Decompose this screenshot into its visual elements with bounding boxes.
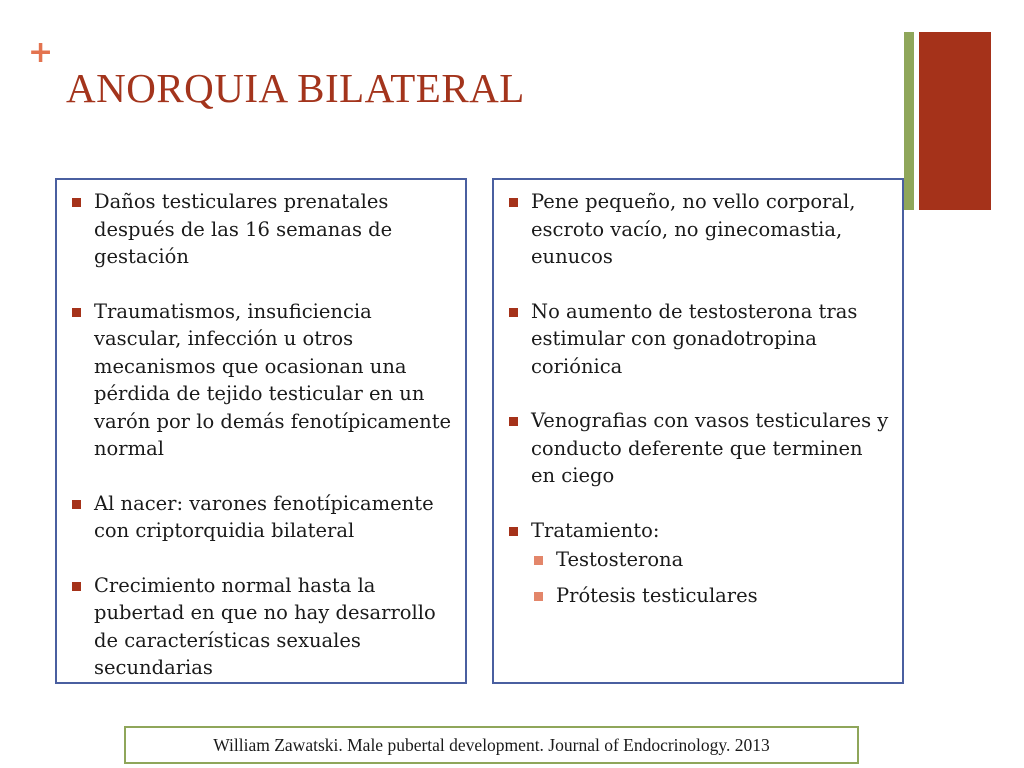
list-item-text: Venografias con vasos testiculares y conducto deferente que terminen en ciego [531,409,889,487]
list-item [69,490,455,545]
decorative-green-bar [904,32,914,210]
square-bullet-icon [72,582,81,591]
list-item-text: Traumatismos, insuficiencia vascular, infección u otros mecanismos que ocasionan una pérdida de tejido testicular en un varón por lo demás fenotípicamente normal [94,299,452,460]
list-item [506,298,892,381]
list-item-text: Pene pequeño, no vello corporal, escroto vacío, no ginecomastia, eunucos [531,190,856,268]
decorative-red-bar [919,32,991,210]
square-bullet-icon [72,308,81,317]
right-bullet-list [506,188,892,609]
square-bullet-icon [509,198,518,207]
list-item-treatment [506,517,892,610]
square-bullet-icon [509,308,518,317]
citation-box [124,726,859,764]
list-item [69,188,455,271]
square-bullet-icon [72,198,81,207]
list-item [506,188,892,271]
left-bullet-list [69,188,455,682]
list-item-text: Crecimiento normal hasta la pubertad en que no hay desarrollo de características sexuales secundarias [94,573,436,679]
plus-icon: + [28,35,54,70]
list-item-text: Al nacer: varones fenotípicamente con criptorquidia bilateral [94,491,434,542]
list-item [506,407,892,490]
right-content-box [492,178,904,684]
sublist-item [531,546,892,574]
list-item [69,572,455,682]
treatment-sublist [531,546,892,609]
sublist-item-text: Testosterona [556,548,684,571]
list-item-text: Tratamiento: [531,518,660,542]
sublist-item-text: Prótesis testiculares [556,583,758,607]
square-bullet-icon [534,592,543,601]
list-item-text: Daños testiculares prenatales después de las 16 semanas de gestación [94,190,393,268]
citation-text: William Zawatski. Male pubertal development. Journal of Endocrinology. 2013 [213,734,770,755]
square-bullet-icon [509,527,518,536]
list-item [69,298,455,463]
left-content-box [55,178,467,684]
square-bullet-icon [509,417,518,426]
slide-title: ANORQUIA BILATERAL [66,65,525,111]
sublist-item [531,582,892,610]
square-bullet-icon [534,556,543,565]
list-item-text: No aumento de testosterona tras estimular con gonadotropina coriónica [531,299,858,378]
square-bullet-icon [72,500,81,509]
